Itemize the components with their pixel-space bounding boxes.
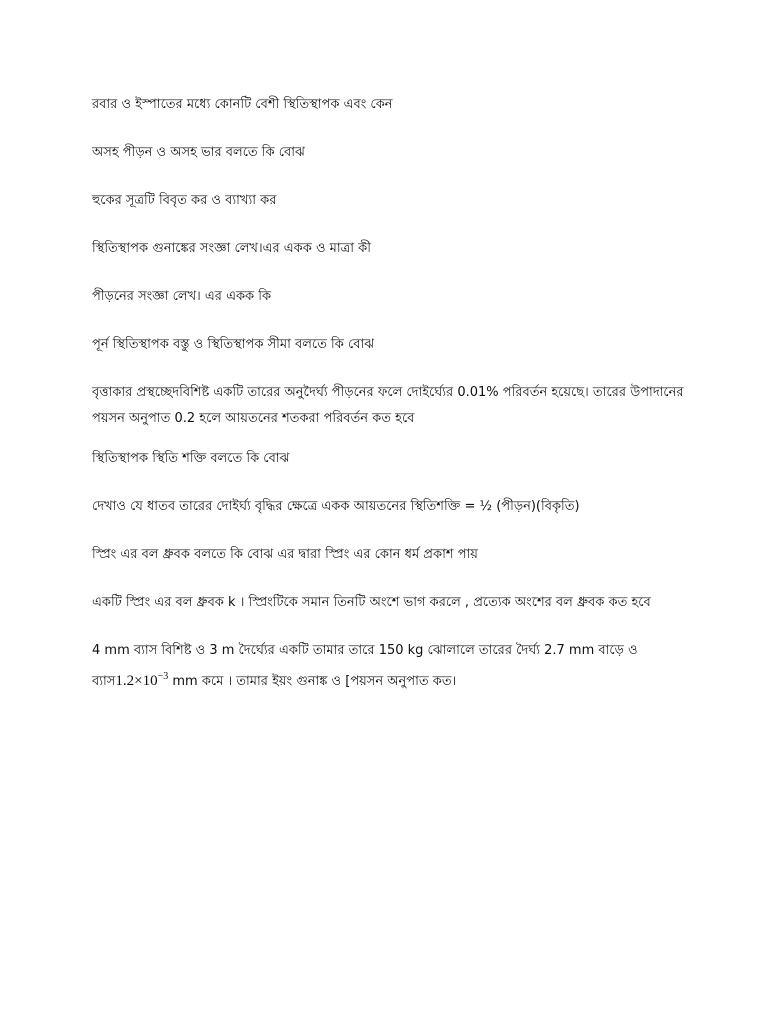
- question-12: [92, 638, 692, 695]
- question-list: [92, 92, 692, 717]
- question-5: পীড়নের সংজ্ঞা লেখ। এর একক কি: [92, 289, 272, 304]
- question-11: একটি স্প্রিং এর বল ধ্রুবক k । স্প্রিংটিকে সমান তিনটি অংশে ভাগ করলে , প্রত্যেক অংশের বল ধ্রুবক কত হবে: [92, 595, 651, 610]
- question-8: স্থিতিস্থাপক স্থিতি শক্তি বলতে কি বোঝ: [92, 451, 290, 466]
- question-1: রবার ও ইস্পাতের মধ্যে কোনটি বেশী স্থিতিস্থাপক এবং কেন: [92, 97, 393, 112]
- question-4: স্থিতিস্থাপক গুনাঙ্কের সংজ্ঞা লেখ।এর একক ও মাত্রা কী: [92, 241, 371, 256]
- question-6: পূর্ন স্থিতিস্থাপক বস্তু ও স্থিতিস্থাপক সীমা বলতে কি বোঝ: [92, 337, 375, 352]
- question-12-text-a: 4 mm ব্যাস বিশিষ্ট ও 3 m দৈর্ঘ্যের একটি তামার তারে 150 kg ঝোলালে তারের দৈর্ঘ্য 2.7 mm বাড়ে ও ব্যাস: [92, 643, 638, 689]
- question-9: দেখাও যে ধাতব তারের দোইর্ঘ্য বৃদ্ধির ক্ষেত্রে একক আয়তনের স্থিতিশক্তি = ½ (পীড়ন)(বিকৃতি): [92, 499, 580, 514]
- question-10: স্প্রিং এর বল ধ্রুবক বলতে কি বোঝ এর দ্বারা স্প্রিং এর কোন ধর্ম প্রকাশ পায়: [92, 547, 478, 562]
- diameter-change-base: 1.2×10: [115, 673, 158, 689]
- question-3: হুকের সূত্রটি বিবৃত কর ও ব্যাখ্যা কর: [92, 193, 277, 208]
- question-2: অসহ পীড়ন ও অসহ ভার বলতে কি বোঝ: [92, 145, 305, 160]
- diameter-change-exponent: −3: [157, 671, 169, 682]
- question-7: বৃত্তাকার প্রস্থচ্ছেদবিশিষ্ট একটি তারের অনুদৈর্ঘ্য পীড়নের ফলে দোইর্ঘ্যের 0.01% পরিবর্তন হয়েছে। তারের উপাদানের পয়সন অনুপাত 0.2 হলে আয়তনের শতকরা পরিবর্তন কত হবে: [92, 385, 684, 426]
- diameter-change-value: [115, 673, 168, 689]
- question-12-text-b: mm কমে । তামার ইয়ং গুনাঙ্ক ও [পয়সন অনুপাত কত।: [172, 674, 457, 689]
